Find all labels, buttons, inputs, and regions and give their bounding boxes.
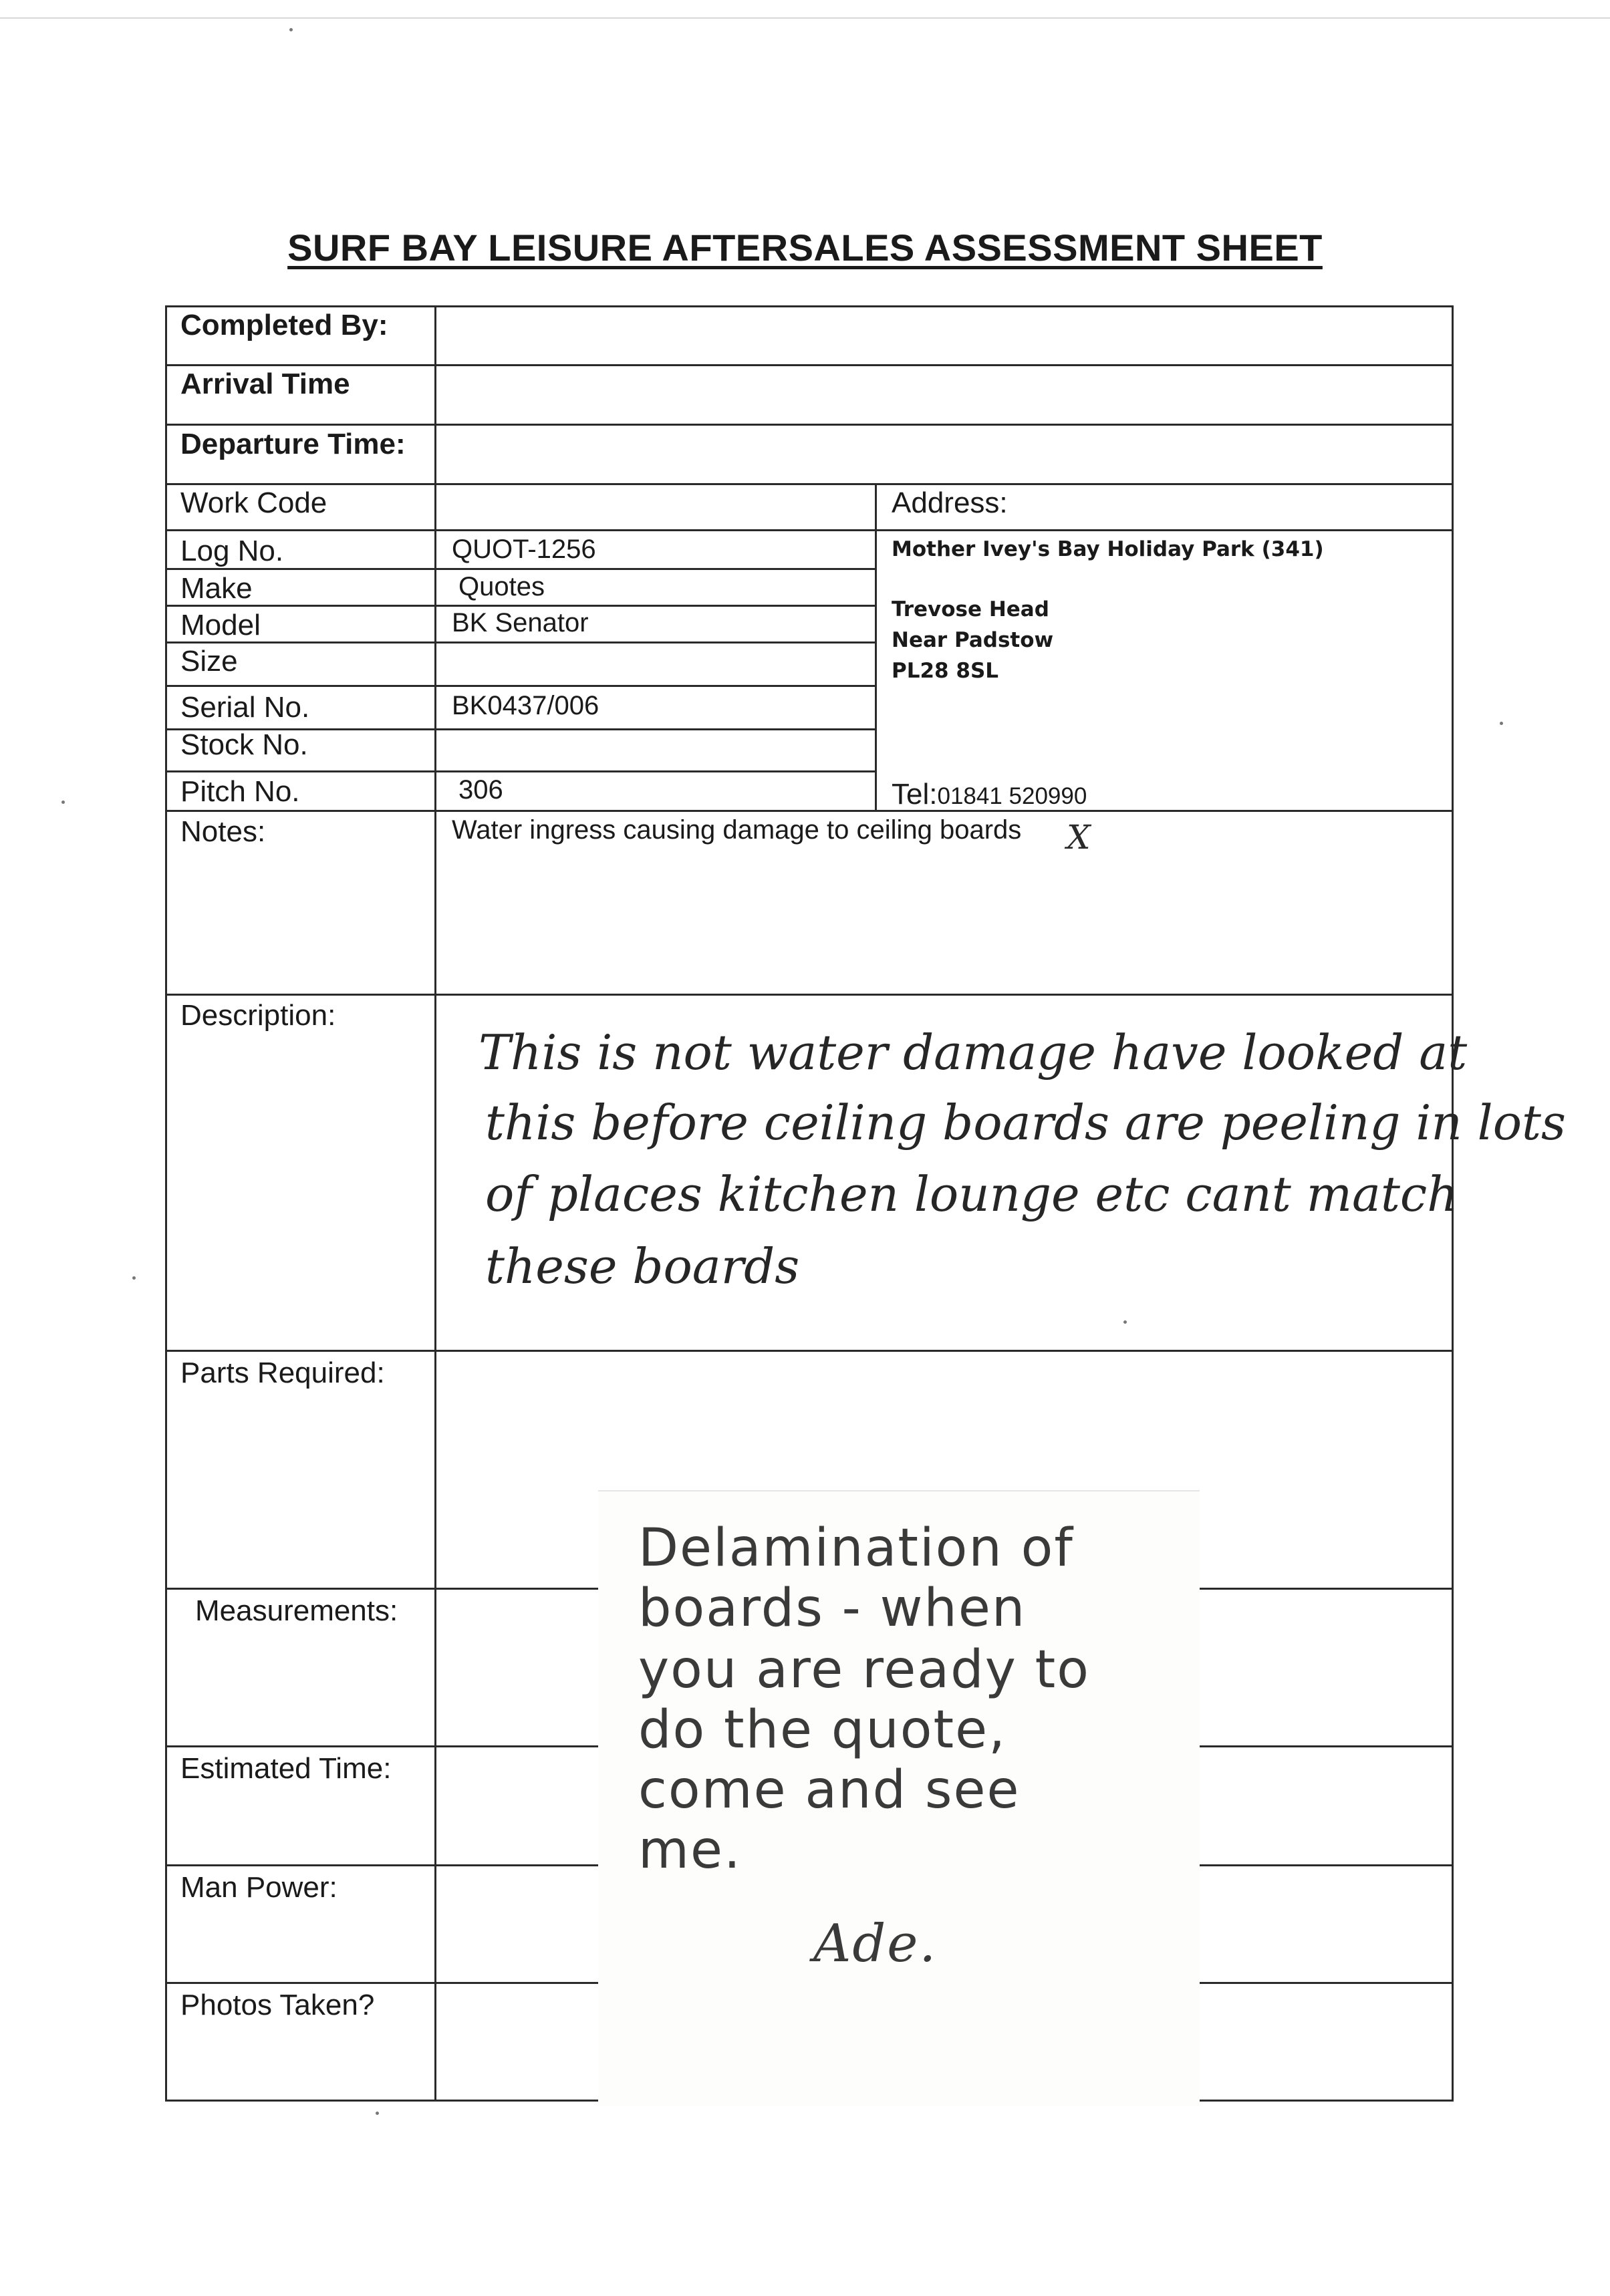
address-line-1: Mother Ivey's Bay Holiday Park (341)	[892, 537, 1324, 561]
note-line-1: Delamination of	[638, 1518, 1074, 1578]
handwriting-line-2: this before ceiling boards are peeling in lots	[485, 1095, 1566, 1151]
address-line-2: Trevose Head	[892, 597, 1049, 621]
scan-speck	[289, 28, 293, 31]
description-label: Description:	[180, 999, 336, 1032]
note-line-5: come and see	[638, 1760, 1021, 1820]
size-label: Size	[180, 645, 238, 678]
handwriting-line-1: This is not water damage have looked at	[479, 1024, 1468, 1081]
tel-number: 01841 520990	[937, 783, 1087, 809]
photos-taken-label: Photos Taken?	[180, 1989, 375, 2021]
serial-no-label: Serial No.	[180, 691, 310, 724]
arrival-time-label: Arrival Time	[180, 368, 350, 400]
measurements-label: Measurements:	[195, 1594, 398, 1627]
scan-edge-line	[0, 17, 1610, 19]
address-line-4: PL28 8SL	[892, 659, 999, 683]
make-label: Make	[180, 572, 253, 605]
parts-required-label: Parts Required:	[180, 1356, 385, 1389]
scan-speck	[132, 1276, 136, 1280]
stock-no-label: Stock No.	[180, 728, 308, 761]
handwriting-line-4: these boards	[485, 1238, 800, 1294]
pitch-no-label: Pitch No.	[180, 775, 300, 808]
description-handwriting	[434, 996, 1610, 1350]
model-value: BK Senator	[452, 608, 589, 637]
tel-label: Tel:	[892, 778, 938, 811]
handwriting-line-3: of places kitchen lounge etc cant match	[485, 1166, 1458, 1222]
man-power-label: Man Power:	[180, 1871, 338, 1904]
pitch-no-value: 306	[458, 775, 503, 805]
scan-speck	[61, 801, 65, 804]
address-label: Address:	[892, 486, 1008, 519]
work-code-label: Work Code	[180, 486, 327, 519]
attached-note	[598, 1490, 1200, 2106]
note-line-6: me.	[638, 1820, 742, 1880]
make-value: Quotes	[458, 572, 545, 601]
notes-label: Notes:	[180, 815, 266, 848]
form-title: SURF BAY LEISURE AFTERSALES ASSESSMENT SHEET	[287, 227, 1323, 269]
note-line-3: you are ready to	[638, 1640, 1090, 1700]
notes-text: Water ingress causing damage to ceiling boards	[452, 815, 1022, 845]
completed-by-label: Completed By:	[180, 309, 388, 341]
scan-speck	[1500, 722, 1503, 725]
log-no-value: QUOT-1256	[452, 535, 596, 564]
estimated-time-label: Estimated Time:	[180, 1752, 392, 1785]
address-line-3: Near Padstow	[892, 628, 1054, 652]
note-line-2: boards - when	[638, 1578, 1027, 1638]
scan-speck	[376, 2112, 379, 2115]
note-signature: Ade.	[813, 1914, 938, 1974]
log-no-label: Log No.	[180, 535, 284, 567]
departure-time-label: Departure Time:	[180, 428, 406, 460]
model-label: Model	[180, 609, 261, 641]
notes-handwritten-mark: X	[1067, 818, 1091, 857]
telephone	[892, 778, 1087, 811]
note-line-4: do the quote,	[638, 1700, 1007, 1760]
serial-no-value: BK0437/006	[452, 691, 599, 720]
